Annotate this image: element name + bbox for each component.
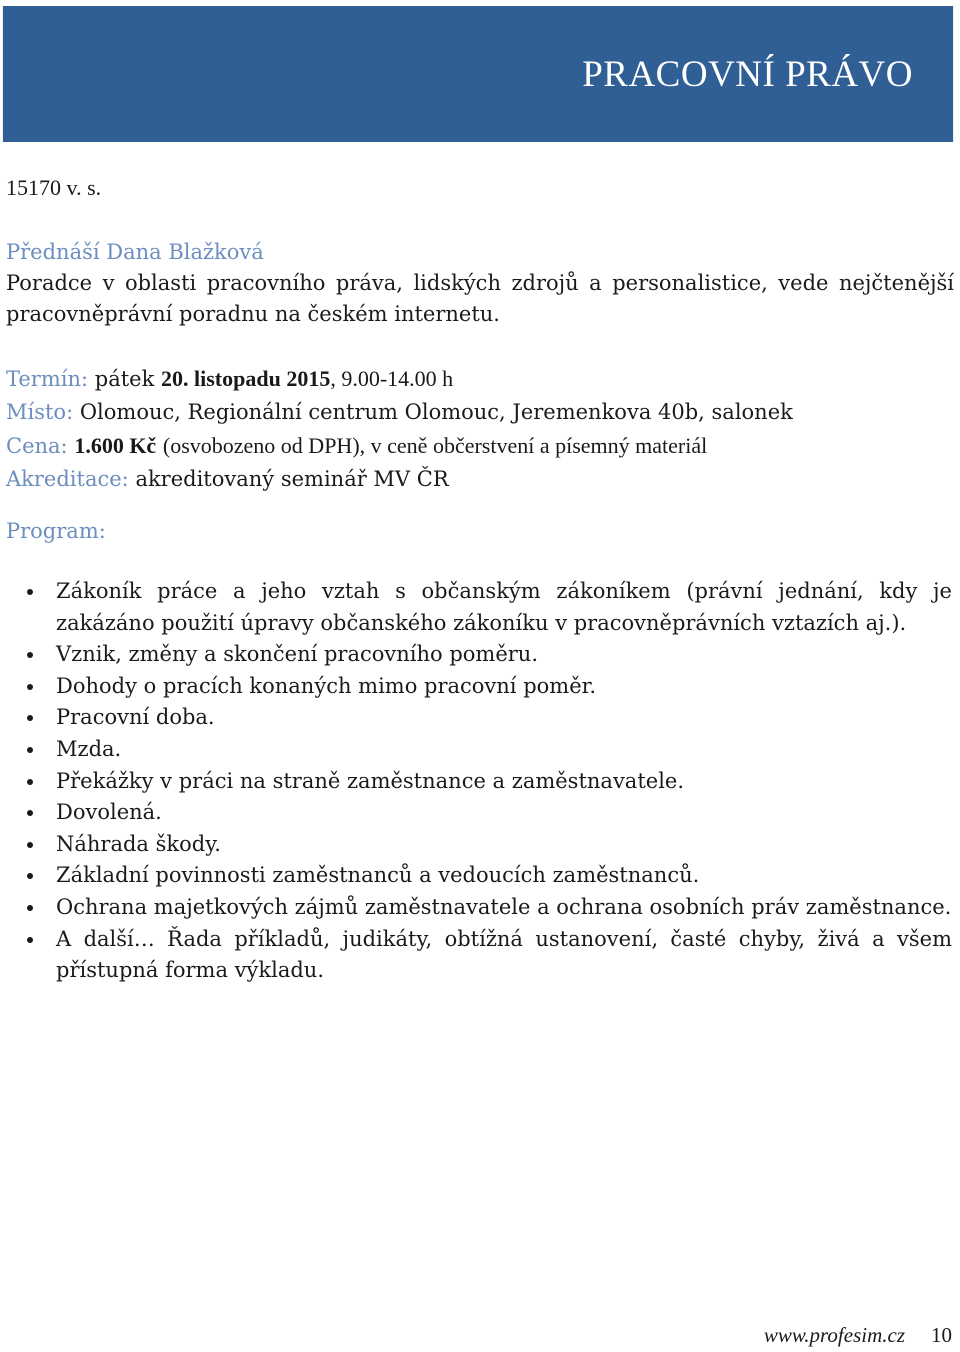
termin-label: Termín:	[6, 367, 89, 391]
program-item: Dohody o pracích konaných mimo pracovní poměr.	[0, 671, 952, 703]
program-list	[0, 576, 952, 987]
lecturer-name: Přednáší Dana Blažková	[6, 240, 264, 264]
program-heading: Program:	[6, 519, 106, 543]
termin-time: , 9.00-14.00 h	[330, 366, 454, 391]
akreditace-value: akreditovaný seminář MV ČR	[135, 467, 449, 491]
termin-day: pátek	[94, 367, 155, 391]
program-item: Zákoník práce a jeho vztah s občanským zákoníkem (právní jednání, kdy je zakázáno použití úpravy občanského zákoníku v pracovněprávních vztazích aj.).	[0, 576, 952, 639]
detail-akreditace	[6, 463, 954, 496]
program-item: Základní povinnosti zaměstnanců a vedoucích zaměstnanců.	[0, 860, 952, 892]
detail-termin	[6, 362, 954, 396]
program-item: Náhrada škody.	[0, 829, 952, 861]
program-item: Dovolená.	[0, 797, 952, 829]
page-footer	[764, 1323, 952, 1348]
course-number: 15170 v. s.	[6, 175, 102, 200]
termin-date: 20. listopadu 2015	[161, 366, 331, 391]
program-item: Mzda.	[0, 734, 952, 766]
course-details	[6, 362, 954, 496]
program-item: Ochrana majetkových zájmů zaměstnavatele a ochrana osobních práv zaměstnance.	[0, 892, 952, 924]
misto-label: Místo:	[6, 400, 74, 424]
cena-label: Cena:	[6, 434, 68, 458]
misto-value: Olomouc, Regionální centrum Olomouc, Jeremenkova 40b, salonek	[79, 400, 793, 424]
program-item: A další… Řada příkladů, judikáty, obtížná ustanovení, časté chyby, živá a všem přístupná forma výkladu.	[0, 924, 952, 987]
footer-website-link[interactable]: www.profesim.cz	[763, 1323, 905, 1347]
title-banner	[2, 6, 954, 142]
detail-misto	[6, 396, 954, 429]
cena-price: 1.600 Kč	[74, 433, 157, 458]
akreditace-label: Akreditace:	[6, 467, 129, 491]
lecturer-bio: Poradce v oblasti pracovního práva, lidských zdrojů a personalistice, vede nejčtenější pracovněprávní poradnu na českém internetu.	[6, 271, 954, 326]
program-item: Vznik, změny a skončení pracovního poměru.	[0, 639, 952, 671]
cena-note: (osvobozeno od DPH), v ceně občerstvení a písemný materiál	[162, 433, 708, 458]
page-title: PRACOVNÍ PRÁVO	[582, 54, 913, 95]
lecturer-section	[6, 237, 954, 330]
page-number: 10	[931, 1323, 952, 1347]
program-item: Pracovní doba.	[0, 702, 952, 734]
program-item: Překážky v práci na straně zaměstnance a zaměstnavatele.	[0, 766, 952, 798]
detail-cena	[6, 429, 954, 463]
